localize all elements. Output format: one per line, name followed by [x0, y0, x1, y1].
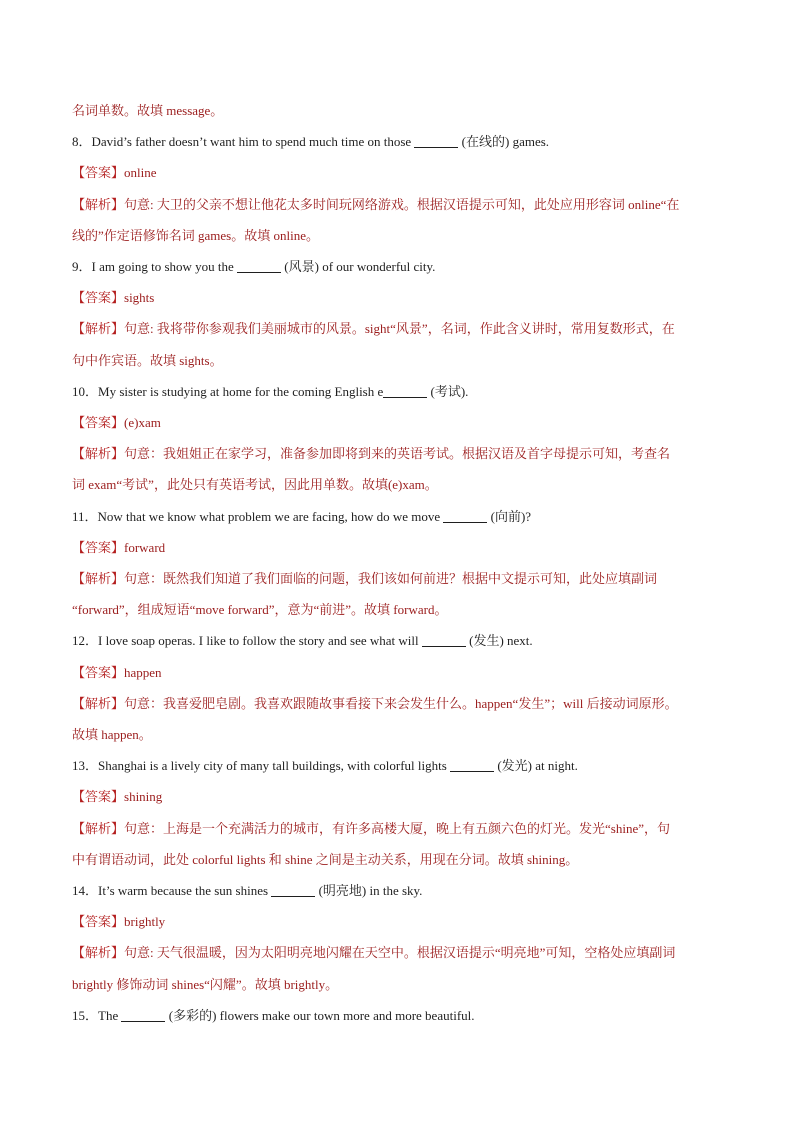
answer-blank: [121, 1009, 165, 1022]
question-line: [72, 758, 732, 774]
question-text: Now that we know what problem we are facing, how do we move: [97, 508, 444, 524]
answer-tag: 【答案】: [72, 290, 125, 306]
question-number: 11．: [72, 508, 98, 524]
explanation-text: 故填 happen。: [72, 727, 152, 742]
answer-text: happen: [124, 664, 162, 680]
question-text: It’s warm because the sun shines: [98, 883, 272, 898]
answer-line: [72, 789, 732, 805]
question-number: 12．: [72, 633, 99, 649]
question-line: [72, 1008, 732, 1024]
question-number: 13．: [72, 758, 99, 774]
explanation-text: brightly 修饰动词 shines“闪耀”。故填 brightly。: [72, 976, 339, 992]
answer-line: [72, 665, 732, 681]
explanation-continuation: [72, 353, 732, 369]
answer-line: [72, 165, 732, 181]
explanation-text: 名词单数。故填 message。: [72, 103, 224, 118]
explanation-continuation: [72, 852, 732, 868]
explanation-text: 句意：我喜爱肥皂剧。我喜欢跟随故事看接下来会发生什么。happen“发生”；will 后接动词原形。: [124, 695, 678, 711]
question-hint: (向前)?: [487, 508, 532, 524]
answer-blank: [271, 884, 315, 897]
answer-blank: [422, 634, 466, 647]
question-line: [72, 633, 732, 649]
explanation-line: [72, 571, 732, 587]
question-line: [72, 134, 732, 150]
answer-blank: [443, 510, 487, 523]
answer-text: shining: [124, 789, 163, 805]
question-line: [72, 883, 732, 899]
explanation-text: 句意: 我将带你参观我们美丽城市的风景。sight“风景”，名词，作此含义讲时，常用复数形式，在: [124, 321, 675, 337]
explanation-tag: 【解析】: [72, 321, 125, 337]
answer-text: sights: [124, 290, 155, 306]
explanation-line: [72, 321, 732, 337]
answer-text: online: [124, 165, 157, 181]
explanation-text: 句意: 大卫的父亲不想让他花太多时间玩网络游戏。根据汉语提示可知，此处应用形容词 online“在: [124, 196, 680, 212]
question-hint: (风景) of our wonderful city.: [281, 259, 436, 274]
explanation-continuation: [72, 727, 732, 743]
answer-tag: 【答案】: [72, 539, 125, 555]
explanation-line: [72, 696, 732, 712]
explanation-text: 词 exam“考试”，此处只有英语考试，因此用单数。故填(e)xam。: [72, 477, 438, 493]
answer-tag: 【答案】: [72, 415, 125, 430]
answer-blank: [450, 759, 494, 772]
answer-tag: 【答案】: [72, 165, 125, 181]
explanation-continuation: [72, 103, 732, 119]
explanation-text: 句中作宾语。故填 sights。: [72, 352, 223, 368]
question-text: I am going to show you the: [91, 259, 238, 274]
explanation-tag: 【解析】: [72, 945, 125, 961]
question-number: 9．: [72, 259, 92, 274]
answer-line: [72, 415, 732, 431]
answer-text: brightly: [124, 914, 166, 930]
explanation-line: [72, 197, 732, 213]
answer-text: (e)xam: [124, 415, 161, 430]
question-hint: (考试).: [427, 383, 469, 399]
answer-text: forward: [124, 539, 166, 555]
explanation-tag: 【解析】: [72, 196, 125, 212]
question-hint: (在线的) games.: [458, 134, 550, 150]
explanation-tag: 【解析】: [72, 446, 125, 462]
explanation-text: 句意：我姐姐正在家学习，准备参加即将到来的英语考试。根据汉语及首字母提示可知，考查名: [124, 446, 671, 462]
explanation-continuation: [72, 477, 732, 493]
question-text: My sister is studying at home for the coming English e: [98, 383, 384, 399]
answer-blank: [237, 260, 281, 273]
answer-tag: 【答案】: [72, 664, 125, 680]
question-line: [72, 509, 732, 525]
answer-tag: 【答案】: [72, 789, 125, 805]
explanation-line: [72, 446, 732, 462]
explanation-text: 句意: 天气很温暖，因为太阳明亮地闪耀在天空中。根据汉语提示“明亮地”可知，空格处应填副词: [124, 945, 676, 961]
explanation-line: [72, 821, 732, 837]
explanation-tag: 【解析】: [72, 695, 125, 711]
explanation-text: 句意：上海是一个充满活力的城市，有许多高楼大厦，晚上有五颜六色的灯光。发光“shine”，句: [124, 820, 670, 836]
answer-blank: [383, 385, 427, 398]
explanation-continuation: [72, 977, 732, 993]
question-line: [72, 259, 732, 275]
explanation-line: [72, 945, 732, 961]
answer-line: [72, 290, 732, 306]
answer-tag: 【答案】: [72, 914, 125, 930]
question-hint: (发生) next.: [465, 633, 533, 649]
answer-line: [72, 540, 732, 556]
question-number: 14．: [72, 883, 99, 898]
explanation-tag: 【解析】: [72, 571, 125, 586]
question-hint: (明亮地) in the sky.: [315, 883, 423, 898]
explanation-continuation: [72, 228, 732, 244]
question-text: I love soap operas. I like to follow the story and see what will: [98, 633, 422, 649]
question-text: The: [98, 1007, 122, 1023]
question-hint: (发光) at night.: [494, 758, 578, 774]
question-text: Shanghai is a lively city of many tall buildings, with colorful lights: [98, 758, 451, 774]
answer-line: [72, 914, 732, 930]
question-text: David’s father doesn’t want him to spend much time on those: [91, 134, 415, 150]
question-number: 15．: [72, 1007, 99, 1023]
explanation-continuation: [72, 602, 732, 618]
question-number: 10．: [72, 383, 99, 399]
question-line: [72, 384, 732, 400]
question-hint: (多彩的) flowers make our town more and more beautiful.: [165, 1007, 475, 1023]
explanation-text: 句意：既然我们知道了我们面临的问题，我们该如何前进？根据中文提示可知，此处应填副词: [124, 571, 658, 586]
explanation-text: 线的”作定语修饰名词 games。故填 online。: [72, 227, 319, 243]
question-number: 8．: [72, 134, 92, 150]
explanation-tag: 【解析】: [72, 820, 125, 836]
answer-blank: [414, 135, 458, 148]
explanation-text: 中有谓语动词，此处 colorful lights 和 shine 之间是主动关系，用现在分词。故填 shining。: [72, 851, 579, 867]
explanation-text: “forward”，组成短语“move forward”，意为“前进”。故填 forward。: [72, 602, 448, 618]
